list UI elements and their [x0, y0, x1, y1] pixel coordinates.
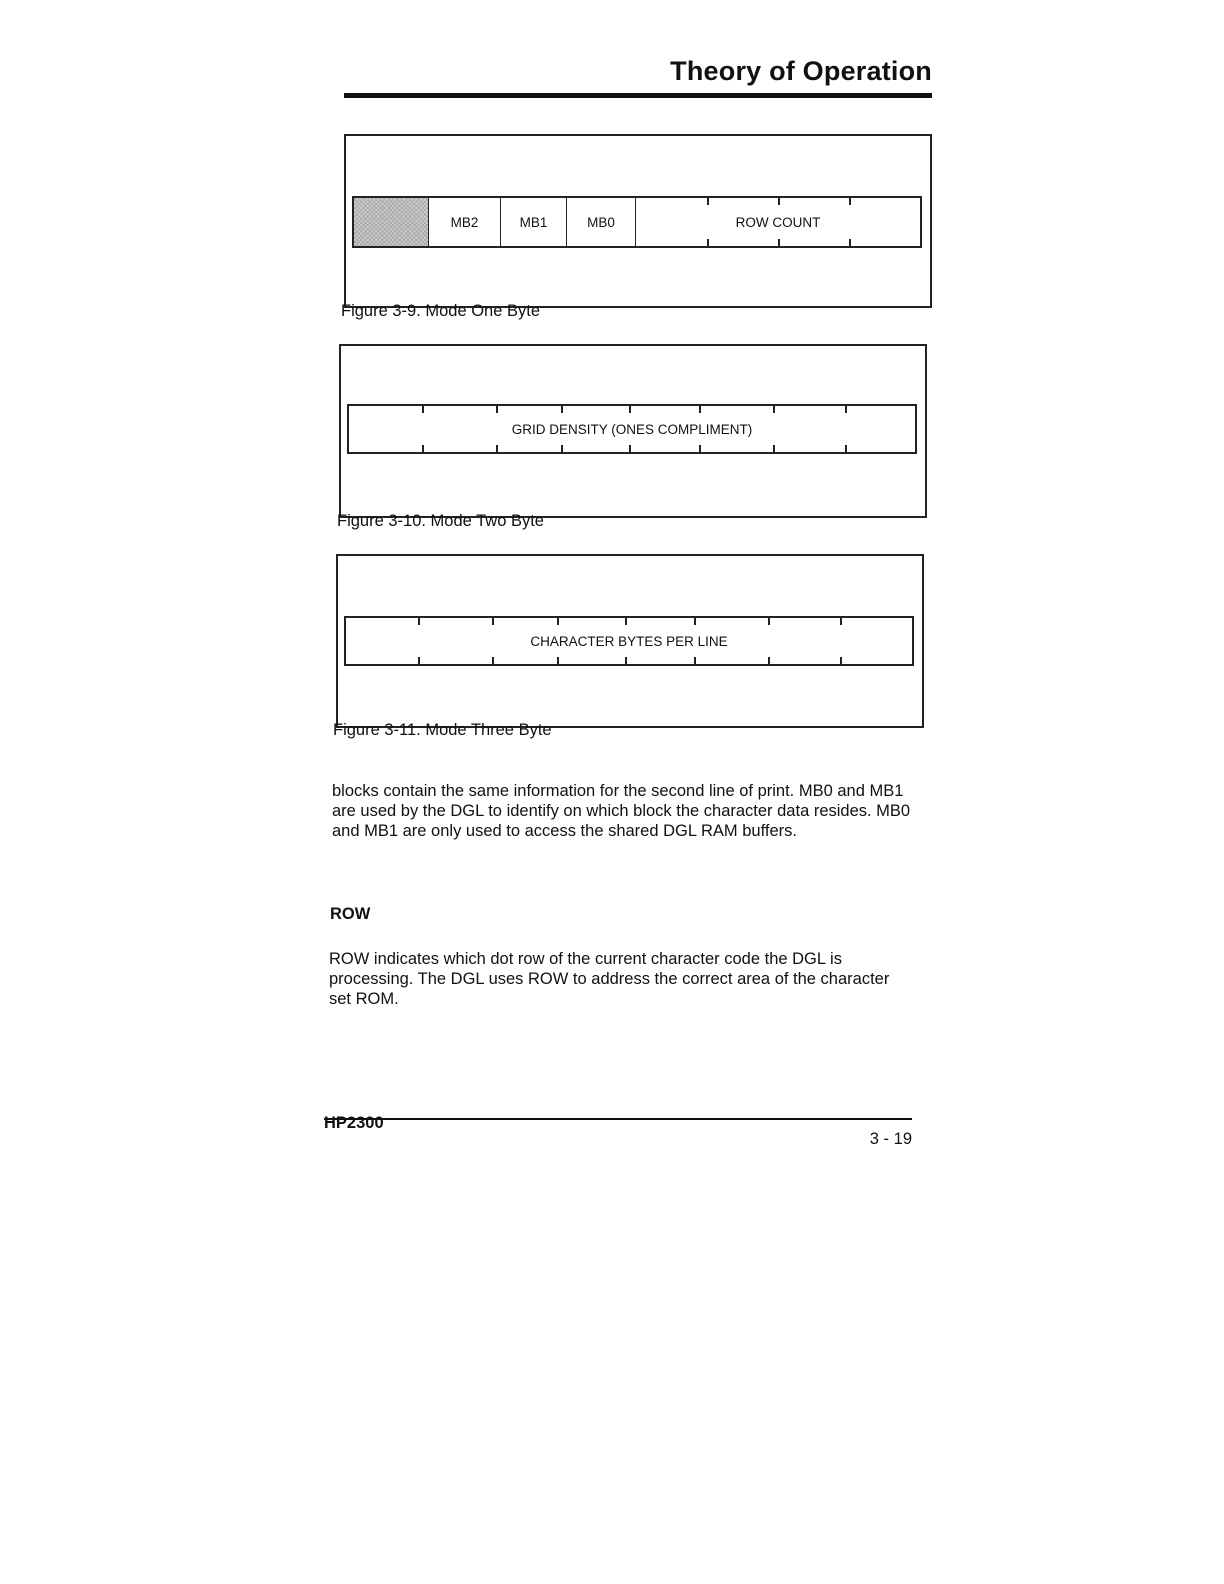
bit-tick	[561, 445, 563, 452]
register-field-character-bytes	[346, 618, 912, 664]
bit-tick	[492, 657, 494, 664]
mode-one-byte-register	[352, 196, 922, 248]
register-bit-unused	[354, 198, 429, 246]
body-paragraph-2: ROW indicates which dot row of the current character code the DGL is processing. The DGL uses ROW to address the correct area of the character set ROM.	[329, 950, 890, 1008]
figure-3-10-caption: Figure 3-10. Mode Two Byte	[337, 512, 544, 530]
bit-tick	[496, 445, 498, 452]
bit-tick	[840, 657, 842, 664]
body-paragraph-1: blocks contain the same information for the second line of print. MB0 and MB1 are used by the DGL to identify on which block the character data resides. MB0 and MB1 are only used to access the shared DGL RAM buffers.	[332, 782, 911, 840]
footer-model: HP2300	[324, 1114, 384, 1132]
footer-rule	[324, 1118, 912, 1120]
bit-tick	[768, 657, 770, 664]
bit-tick	[773, 445, 775, 452]
bit-tick	[694, 618, 696, 625]
bit-tick	[699, 445, 701, 452]
register-bit-mb1: MB1	[501, 198, 567, 246]
bit-tick	[625, 657, 627, 664]
bit-tick	[557, 657, 559, 664]
register-field-grid-density	[349, 406, 915, 452]
bit-tick	[778, 198, 780, 205]
bit-tick	[629, 406, 631, 413]
figure-3-9-caption: Figure 3-9. Mode One Byte	[341, 302, 541, 320]
section-heading-row: ROW	[330, 905, 371, 923]
mode-two-byte-register	[347, 404, 917, 454]
bit-tick	[707, 198, 709, 205]
page-header-title: Theory of Operation	[670, 56, 932, 86]
bit-tick	[840, 618, 842, 625]
register-bit-mb0: MB0	[567, 198, 636, 246]
bit-tick	[561, 406, 563, 413]
bit-tick	[849, 239, 851, 246]
register-bit-mb2: MB2	[429, 198, 501, 246]
character-bytes-label: CHARACTER BYTES PER LINE	[530, 633, 728, 649]
register-field-row-count	[636, 198, 920, 246]
bit-tick	[845, 445, 847, 452]
bit-tick	[699, 406, 701, 413]
figure-3-11-caption: Figure 3-11. Mode Three Byte	[333, 721, 552, 739]
bit-tick	[422, 406, 424, 413]
bit-tick	[768, 618, 770, 625]
row-count-label: ROW COUNT	[735, 214, 821, 230]
bit-tick	[707, 239, 709, 246]
bit-tick	[422, 445, 424, 452]
header-rule	[344, 93, 932, 98]
bit-tick	[418, 657, 420, 664]
bit-tick	[778, 239, 780, 246]
bit-tick	[496, 406, 498, 413]
grid-density-label: GRID DENSITY (ONES COMPLIMENT)	[511, 421, 753, 437]
bit-tick	[773, 406, 775, 413]
page-number: 3 - 19	[869, 1130, 912, 1148]
bit-tick	[845, 406, 847, 413]
bit-tick	[625, 618, 627, 625]
bit-tick	[418, 618, 420, 625]
mode-three-byte-register	[344, 616, 914, 666]
bit-tick	[557, 618, 559, 625]
bit-tick	[694, 657, 696, 664]
bit-tick	[629, 445, 631, 452]
bit-tick	[849, 198, 851, 205]
bit-tick	[492, 618, 494, 625]
